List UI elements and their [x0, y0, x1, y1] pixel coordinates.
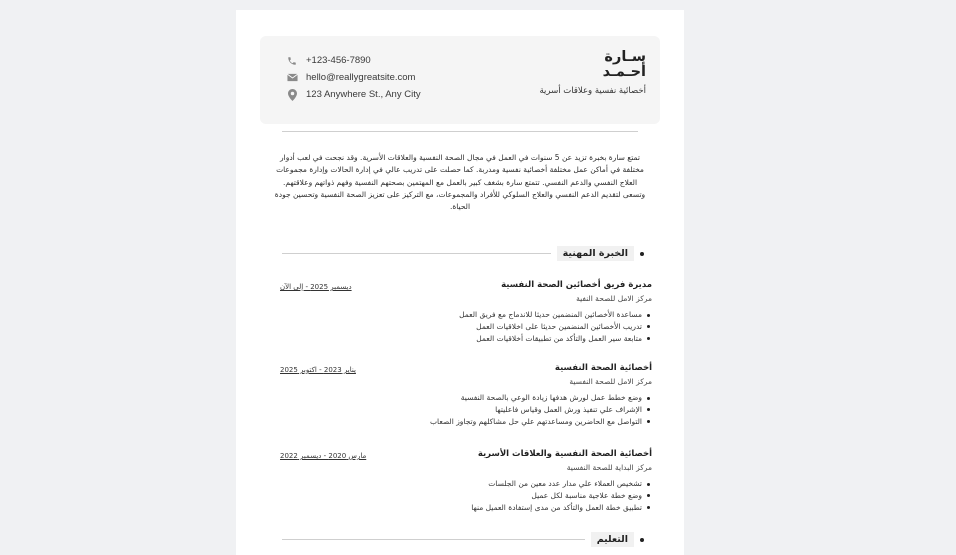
job-title: أخصائية الصحة النفسية — [554, 363, 652, 373]
location-pin-icon — [286, 89, 298, 101]
list-item: مساعدة الأخصائين المنضمين حديثا للاندماج مع فريق العمل — [459, 309, 652, 321]
job-date: يناير 2023 - اكتوبر 2025 — [280, 366, 356, 374]
profile-summary: تمتع سارة بخبرة تزيد عن 5 سنوات في العمل في مجال الصحة النفسية والعلاقات الأسرية. وقد نجحت في لعب أدوار مختلفة في أماكن عمل مختلفة أخصائية نفسية ومدربة. كما حصلت على تدريب عالي في إدارة الحالات وإدارة مجموعات العلاج النفسي والدعم النفسي. تتمتع سارة بشغف كبير بالعمل مع المهتمين بصحتهم النفسية وفهم ذواتهم وعلاقتهم. وتسعى لتقديم الدعم النفسي والعلاج السلوكي للأفراد والمجموعات، مع التركيز على تعزيز الصحة النفسية وتحسين جودة الحياة. — [274, 153, 646, 212]
resume-header — [260, 36, 660, 124]
contact-phone — [286, 52, 421, 69]
job-duties — [430, 392, 652, 427]
phone-text: +123-456-7890 — [306, 55, 371, 66]
job-organization: مركز الامل للصحة النفية — [576, 294, 652, 303]
job-entry — [276, 280, 652, 352]
job-date: ديسمبر 2025 - إلى الآن — [280, 283, 352, 291]
section-education-header — [282, 532, 644, 547]
job-date: مارس 2020 - ديسمبر 2022 — [280, 452, 367, 460]
section-divider — [282, 253, 551, 254]
job-organization: مركز الامل للصحة النفسية — [569, 377, 652, 386]
section-divider — [282, 539, 585, 540]
list-item: تدريب الأخصائين المنضمين حديثا على اخلاقيات العمل — [459, 321, 652, 333]
contact-info — [286, 52, 421, 103]
name-first: سـارة — [604, 49, 646, 65]
name-last: أحـمـد — [602, 64, 646, 80]
list-item: وضع خطط عمل لورش هدفها زيادة الوعي بالصحة النفسية — [430, 392, 652, 404]
list-item: وضع خطة علاجية مناسبة لكل عميل — [471, 490, 652, 502]
job-entry — [276, 449, 652, 521]
contact-address — [286, 86, 421, 103]
contact-email — [286, 69, 421, 86]
section-bullet — [640, 538, 644, 542]
divider — [282, 131, 638, 132]
address-text: 123 Anywhere St., Any City — [306, 89, 421, 100]
job-title: أخصائية الصحة النفسية والعلاقات الأسرية — [477, 449, 652, 459]
person-role: أخصائية نفسية وعلاقات أسرية — [539, 86, 646, 96]
list-item: الإشراف علي تنفيذ ورش العمل وقياس فاعليتها — [430, 404, 652, 416]
list-item: تطبيق خطة العمل والتأكد من مدى إستفادة العميل منها — [471, 502, 652, 514]
section-education-title: التعليم — [591, 532, 634, 547]
list-item: متابعة سير العمل والتأكد من تطبيقات أخلاقيات العمل — [459, 333, 652, 345]
list-item: تشخيص العملاء علي مدار عدد معين من الجلسات — [471, 478, 652, 490]
email-text: hello@reallygreatsite.com — [306, 72, 416, 83]
person-name — [603, 50, 646, 80]
section-experience-title: الخبرة المهنية — [557, 246, 634, 261]
job-duties — [471, 478, 652, 513]
job-title: مديرة فريق أخصائين الصحة النفسية — [501, 280, 652, 290]
list-item: التواصل مع الحاضرين ومساعدتهم علي حل مشاكلهم وتجاوز الصعاب — [430, 416, 652, 428]
mail-icon — [286, 72, 298, 84]
job-duties — [459, 309, 652, 344]
job-entry — [276, 363, 652, 435]
section-experience-header — [282, 246, 644, 261]
resume-page — [236, 10, 684, 555]
phone-icon — [286, 55, 298, 67]
job-organization: مركز البداية للصحة النفسية — [566, 463, 652, 472]
section-bullet — [640, 252, 644, 256]
